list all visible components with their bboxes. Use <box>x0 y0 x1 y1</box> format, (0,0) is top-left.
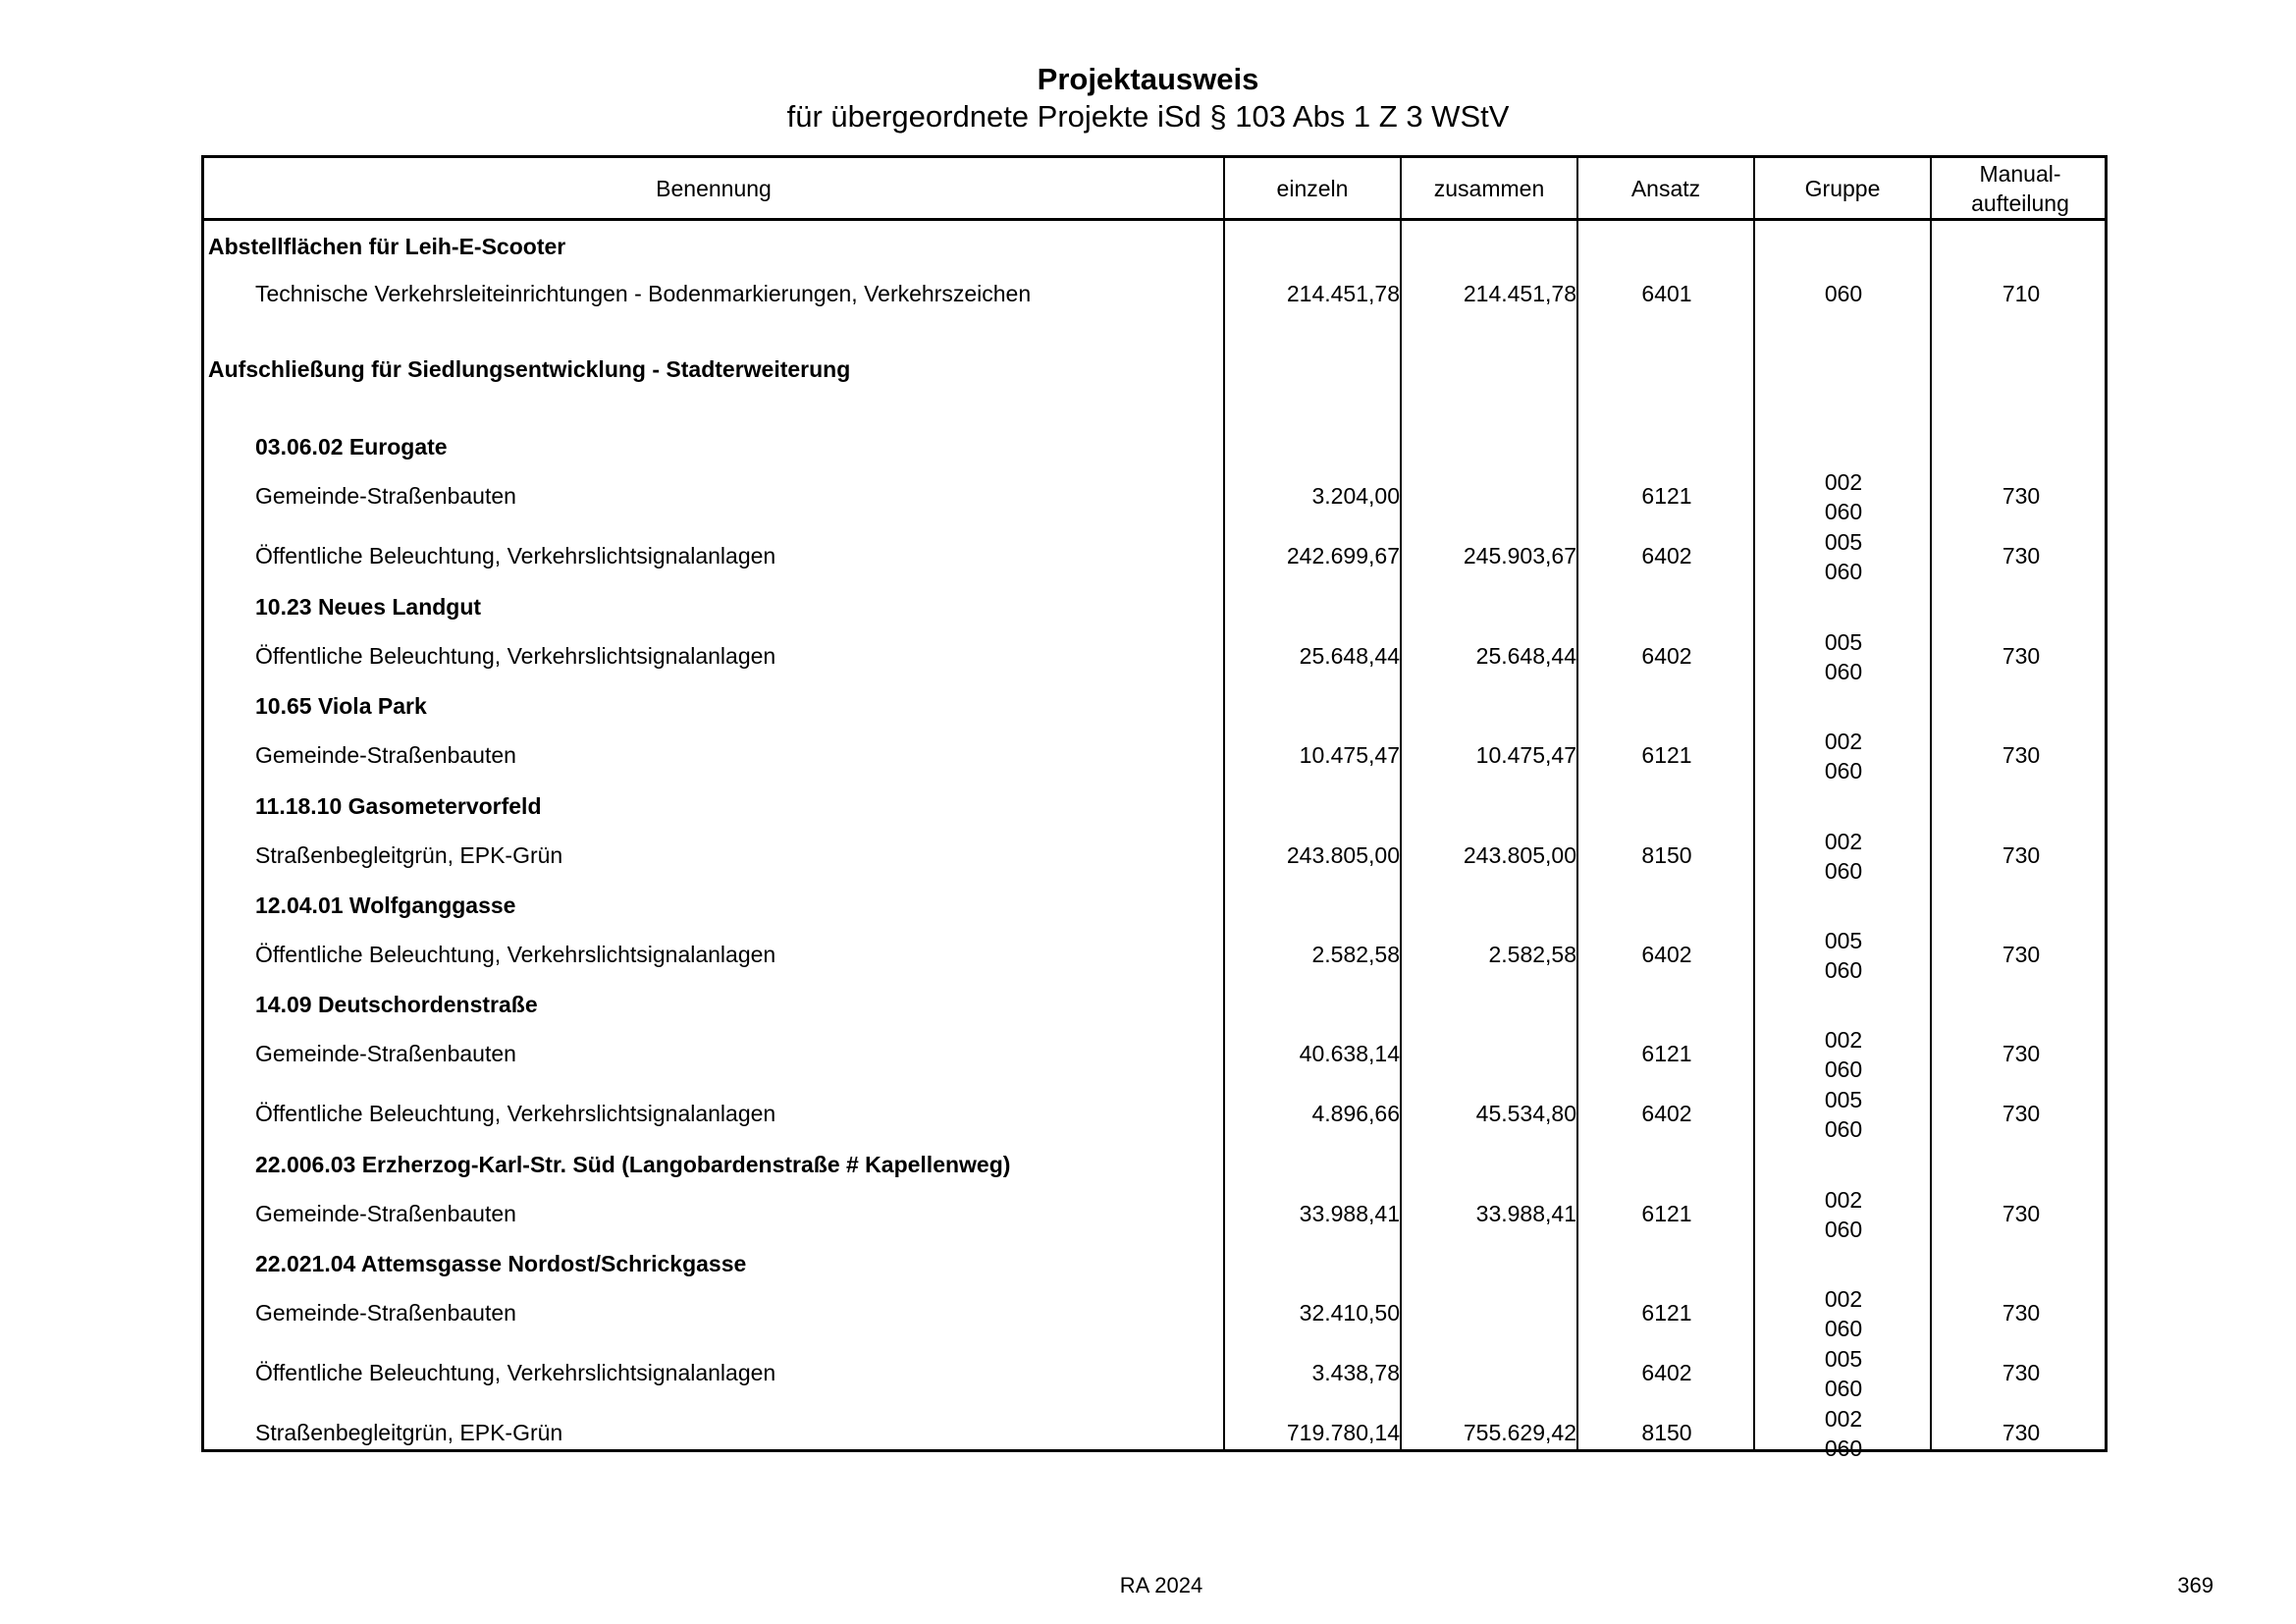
subcategory-row <box>204 886 2105 925</box>
row-einzeln: 25.648,44 <box>1299 643 1400 669</box>
subcategory-row <box>204 686 2105 726</box>
row-zusammen <box>1402 1283 1576 1343</box>
footer-report: RA 2024 <box>1119 1573 1203 1597</box>
row-zusammen: 25.648,44 <box>1475 643 1576 669</box>
table-row <box>204 1184 2105 1244</box>
row-benennung: Gemeinde-Straßenbauten <box>255 483 516 509</box>
row-manualaufteilung: 730 <box>2002 543 2041 568</box>
gruppe-code: 060 <box>1824 857 1863 884</box>
header-divider <box>204 218 2105 221</box>
row-zusammen <box>1402 1343 1576 1403</box>
row-ansatz: 6402 <box>1641 1360 1692 1385</box>
row-benennung: Gemeinde-Straßenbauten <box>255 1201 516 1226</box>
row-einzeln: 3.204,00 <box>1311 483 1400 509</box>
row-benennung: 22.021.04 Attemsgasse Nordost/Schrickgasse <box>255 1250 747 1276</box>
header-gruppe: Gruppe <box>1804 175 1881 201</box>
row-benennung: 12.04.01 Wolfganggasse <box>255 892 516 918</box>
gruppe-code: 060 <box>1824 1315 1863 1341</box>
row-benennung: Öffentliche Beleuchtung, Verkehrslichtsignalanlagen <box>255 643 776 669</box>
table-row <box>204 1403 2105 1463</box>
header-manual-line1: Manual- <box>1979 160 2061 187</box>
row-zusammen: 45.534,80 <box>1475 1101 1576 1126</box>
row-gruppe <box>1755 1403 1932 1463</box>
row-gruppe <box>1755 269 1932 318</box>
row-benennung: Straßenbegleitgrün, EPK-Grün <box>255 1420 563 1445</box>
gruppe-code: 005 <box>1824 528 1863 555</box>
row-manualaufteilung: 730 <box>2002 1201 2041 1226</box>
row-benennung: Gemeinde-Straßenbauten <box>255 1300 516 1326</box>
project-table <box>201 155 2108 1461</box>
row-manualaufteilung: 730 <box>2002 1300 2041 1326</box>
row-benennung: Öffentliche Beleuchtung, Verkehrslichtsignalanlagen <box>255 1101 776 1126</box>
row-ansatz: 6121 <box>1641 1300 1692 1326</box>
header-einzeln: einzeln <box>1276 175 1349 201</box>
gruppe-code: 002 <box>1824 828 1863 854</box>
row-ansatz: 8150 <box>1641 1420 1692 1445</box>
gruppe-code: 002 <box>1824 728 1863 754</box>
row-gruppe <box>1755 1024 1932 1084</box>
gruppe-code: 060 <box>1824 757 1863 784</box>
row-einzeln: 214.451,78 <box>1286 280 1400 306</box>
row-benennung: 11.18.10 Gasometervorfeld <box>255 792 542 819</box>
row-zusammen <box>1402 466 1576 526</box>
table-row <box>204 826 2105 886</box>
subcategory-row <box>204 427 2105 466</box>
row-manualaufteilung: 710 <box>2002 280 2041 306</box>
page-number: 369 <box>2177 1573 2214 1597</box>
row-manualaufteilung: 730 <box>2002 1101 2041 1126</box>
row-zusammen <box>1402 1024 1576 1084</box>
subcategory-row <box>204 985 2105 1024</box>
table-row <box>204 1283 2105 1343</box>
gruppe-code: 002 <box>1824 468 1863 495</box>
table-row <box>204 1343 2105 1403</box>
row-ansatz: 6402 <box>1641 942 1692 967</box>
category-row <box>204 227 2105 266</box>
row-gruppe <box>1755 626 1932 686</box>
gruppe-code: 060 <box>1824 1056 1863 1082</box>
gruppe-code: 060 <box>1824 498 1863 524</box>
row-einzeln: 33.988,41 <box>1299 1201 1400 1226</box>
row-benennung: 03.06.02 Eurogate <box>255 433 448 460</box>
row-benennung: Gemeinde-Straßenbauten <box>255 742 516 768</box>
row-gruppe <box>1755 925 1932 985</box>
gruppe-code: 005 <box>1824 927 1863 953</box>
row-benennung: 10.65 Viola Park <box>255 692 427 719</box>
row-zusammen: 243.805,00 <box>1463 842 1576 868</box>
page-subtitle: für übergeordnete Projekte iSd § 103 Abs 1 Z 3 WStV <box>786 99 1510 134</box>
row-ansatz: 6121 <box>1641 1041 1692 1066</box>
row-benennung: 22.006.03 Erzherzog-Karl-Str. Süd (Langobardenstraße # Kapellenweg) <box>255 1151 1011 1177</box>
gruppe-code: 002 <box>1824 1405 1863 1432</box>
table-row <box>204 726 2105 785</box>
gruppe-code: 060 <box>1824 281 1863 306</box>
header-manualaufteilung <box>1932 158 2109 218</box>
row-einzeln: 243.805,00 <box>1286 842 1400 868</box>
table-row <box>204 626 2105 686</box>
gruppe-code: 002 <box>1824 1186 1863 1213</box>
row-ansatz: 6402 <box>1641 643 1692 669</box>
row-gruppe <box>1755 466 1932 526</box>
gruppe-code: 060 <box>1824 1435 1863 1461</box>
subcategory-row <box>204 587 2105 626</box>
row-benennung: Abstellflächen für Leih-E-Scooter <box>208 233 566 259</box>
row-ansatz: 6402 <box>1641 1101 1692 1126</box>
row-benennung: Gemeinde-Straßenbauten <box>255 1041 516 1066</box>
row-benennung: Aufschließung für Siedlungsentwicklung - Stadterweiterung <box>208 355 851 382</box>
row-zusammen: 214.451,78 <box>1463 280 1576 306</box>
row-zusammen: 10.475,47 <box>1475 742 1576 768</box>
gruppe-code: 005 <box>1824 1086 1863 1112</box>
table-row <box>204 1084 2105 1144</box>
subcategory-row <box>204 1244 2105 1283</box>
gruppe-code: 060 <box>1824 1216 1863 1242</box>
subcategory-row <box>204 1145 2105 1184</box>
page-title: Projektausweis <box>1037 62 1259 96</box>
row-gruppe <box>1755 526 1932 586</box>
row-gruppe <box>1755 1283 1932 1343</box>
row-gruppe <box>1755 826 1932 886</box>
row-ansatz: 8150 <box>1641 842 1692 868</box>
row-gruppe <box>1755 1343 1932 1403</box>
row-gruppe <box>1755 726 1932 785</box>
header-manual-line2: aufteilung <box>1971 189 2069 216</box>
row-benennung: Öffentliche Beleuchtung, Verkehrslichtsignalanlagen <box>255 543 776 568</box>
table-row <box>204 269 2105 318</box>
gruppe-code: 005 <box>1824 1345 1863 1372</box>
row-manualaufteilung: 730 <box>2002 1360 2041 1385</box>
header-benennung: Benennung <box>656 175 772 201</box>
row-manualaufteilung: 730 <box>2002 842 2041 868</box>
gruppe-code: 002 <box>1824 1285 1863 1312</box>
table-row <box>204 925 2105 985</box>
row-zusammen: 755.629,42 <box>1463 1420 1576 1445</box>
row-einzeln: 242.699,67 <box>1286 543 1400 568</box>
row-manualaufteilung: 730 <box>2002 1041 2041 1066</box>
row-manualaufteilung: 730 <box>2002 1420 2041 1445</box>
gruppe-code: 005 <box>1824 628 1863 655</box>
row-zusammen: 33.988,41 <box>1475 1201 1576 1226</box>
row-manualaufteilung: 730 <box>2002 942 2041 967</box>
row-manualaufteilung: 730 <box>2002 483 2041 509</box>
row-benennung: 14.09 Deutschordenstraße <box>255 991 538 1017</box>
gruppe-code: 002 <box>1824 1026 1863 1053</box>
row-gruppe <box>1755 1084 1932 1144</box>
row-ansatz: 6121 <box>1641 742 1692 768</box>
row-einzeln: 2.582,58 <box>1311 942 1400 967</box>
row-zusammen: 245.903,67 <box>1463 543 1576 568</box>
header-ansatz: Ansatz <box>1630 175 1701 201</box>
subcategory-row <box>204 786 2105 826</box>
row-einzeln: 4.896,66 <box>1311 1101 1400 1126</box>
row-ansatz: 6402 <box>1641 543 1692 568</box>
row-ansatz: 6121 <box>1641 1201 1692 1226</box>
row-ansatz: 6121 <box>1641 483 1692 509</box>
row-gruppe <box>1755 1184 1932 1244</box>
row-einzeln: 3.438,78 <box>1311 1360 1400 1385</box>
gruppe-code: 060 <box>1824 558 1863 584</box>
row-benennung: Straßenbegleitgrün, EPK-Grün <box>255 842 563 868</box>
gruppe-code: 060 <box>1824 658 1863 684</box>
gruppe-code: 060 <box>1824 1115 1863 1142</box>
row-benennung: Öffentliche Beleuchtung, Verkehrslichtsignalanlagen <box>255 1360 776 1385</box>
gruppe-code: 060 <box>1824 1375 1863 1401</box>
row-zusammen: 2.582,58 <box>1488 942 1576 967</box>
header-zusammen: zusammen <box>1433 175 1545 201</box>
row-benennung: Technische Verkehrsleiteinrichtungen - Bodenmarkierungen, Verkehrszeichen <box>255 280 1032 306</box>
row-einzeln: 40.638,14 <box>1299 1041 1400 1066</box>
row-manualaufteilung: 730 <box>2002 643 2041 669</box>
row-manualaufteilung: 730 <box>2002 742 2041 768</box>
row-ansatz: 6401 <box>1641 280 1692 306</box>
row-einzeln: 32.410,50 <box>1299 1300 1400 1326</box>
table-row <box>204 526 2105 586</box>
row-einzeln: 10.475,47 <box>1299 742 1400 768</box>
gruppe-code: 060 <box>1824 956 1863 983</box>
category-row <box>204 345 2105 394</box>
row-benennung: Öffentliche Beleuchtung, Verkehrslichtsignalanlagen <box>255 942 776 967</box>
table-row <box>204 1024 2105 1084</box>
table-row <box>204 466 2105 526</box>
row-benennung: 10.23 Neues Landgut <box>255 593 482 620</box>
row-einzeln: 719.780,14 <box>1286 1420 1400 1445</box>
